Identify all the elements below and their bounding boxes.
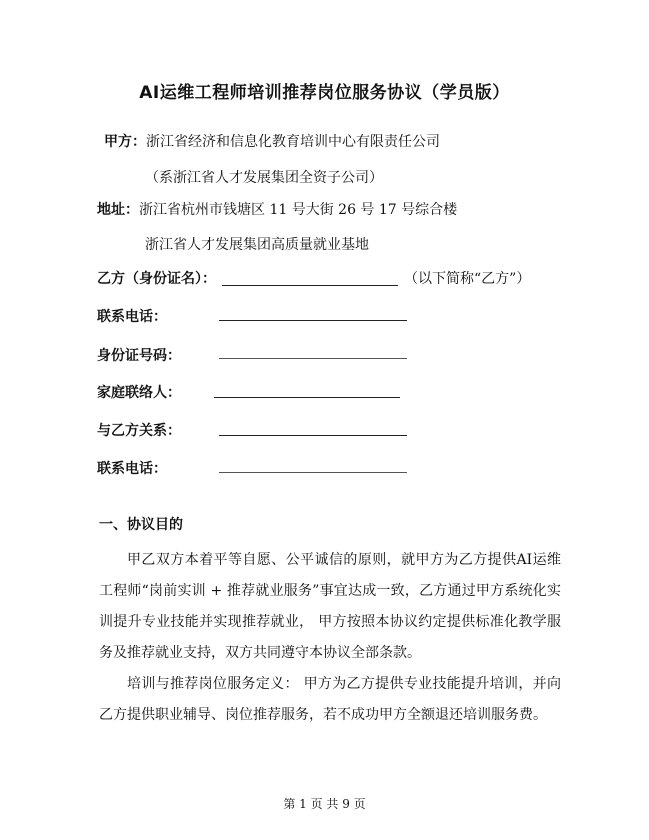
party-a-label: 甲方： [104, 134, 146, 150]
party-b-label: 乙方（身份证名）： [97, 271, 216, 287]
party-a-name: 浙江省经济和信息化教育培训中心有限责任公司 [146, 134, 440, 150]
contact-phone-field[interactable] [219, 320, 407, 321]
relationship-field[interactable] [219, 435, 407, 436]
id-number-field[interactable] [219, 358, 407, 359]
party-b-name-field[interactable] [222, 285, 398, 286]
family-contact-field[interactable] [214, 397, 400, 398]
party-b-suffix: （以下简称“乙方”） [404, 271, 531, 287]
contact-phone-2-field[interactable] [219, 472, 407, 473]
id-number-label: 身份证号码： [97, 348, 181, 364]
address-line [97, 199, 457, 219]
address-text: 浙江省杭州市钱塘区 11 号大街 26 号 17 号综合楼 [139, 202, 458, 218]
purpose-paragraph: 甲乙双方本着平等自愿、公平诚信的原则，就甲方为乙方提供AI运维工程师“岗前实训 + 推荐就业服务”事宜达成一致，乙方通过甲方系统化实训提升专业技能并实现推荐就业， 甲方按照本协议约定提供标准化教学服务及推荐就业支持，双方共同遵守本协议全部条款。 [99, 552, 561, 661]
employment-base: 浙江省人才发展集团高质量就业基地 [145, 237, 369, 253]
family-contact-label: 家庭联络人： [97, 385, 181, 401]
service-definition-paragraph: 培训与推荐岗位服务定义： 甲方为乙方提供专业技能提升培训，并向乙方提供职业辅导、岗位推荐服务，若不成功甲方全额退还培训服务费。 [99, 676, 561, 723]
page-footer: 第 1 页 共 9 页 [283, 797, 366, 811]
contact-phone-2-label: 联系电话： [97, 461, 167, 477]
contact-phone-label: 联系电话： [97, 309, 167, 325]
address-label: 地址： [97, 202, 139, 218]
document-title: AI运维工程师培训推荐岗位服务协议（学员版） [139, 83, 510, 103]
section-heading: 一、协议目的 [99, 517, 183, 533]
relationship-label: 与乙方关系： [97, 423, 181, 439]
party-a-note: （系浙江省人才发展集团全资子公司） [145, 170, 383, 186]
party-a-line [104, 131, 440, 151]
